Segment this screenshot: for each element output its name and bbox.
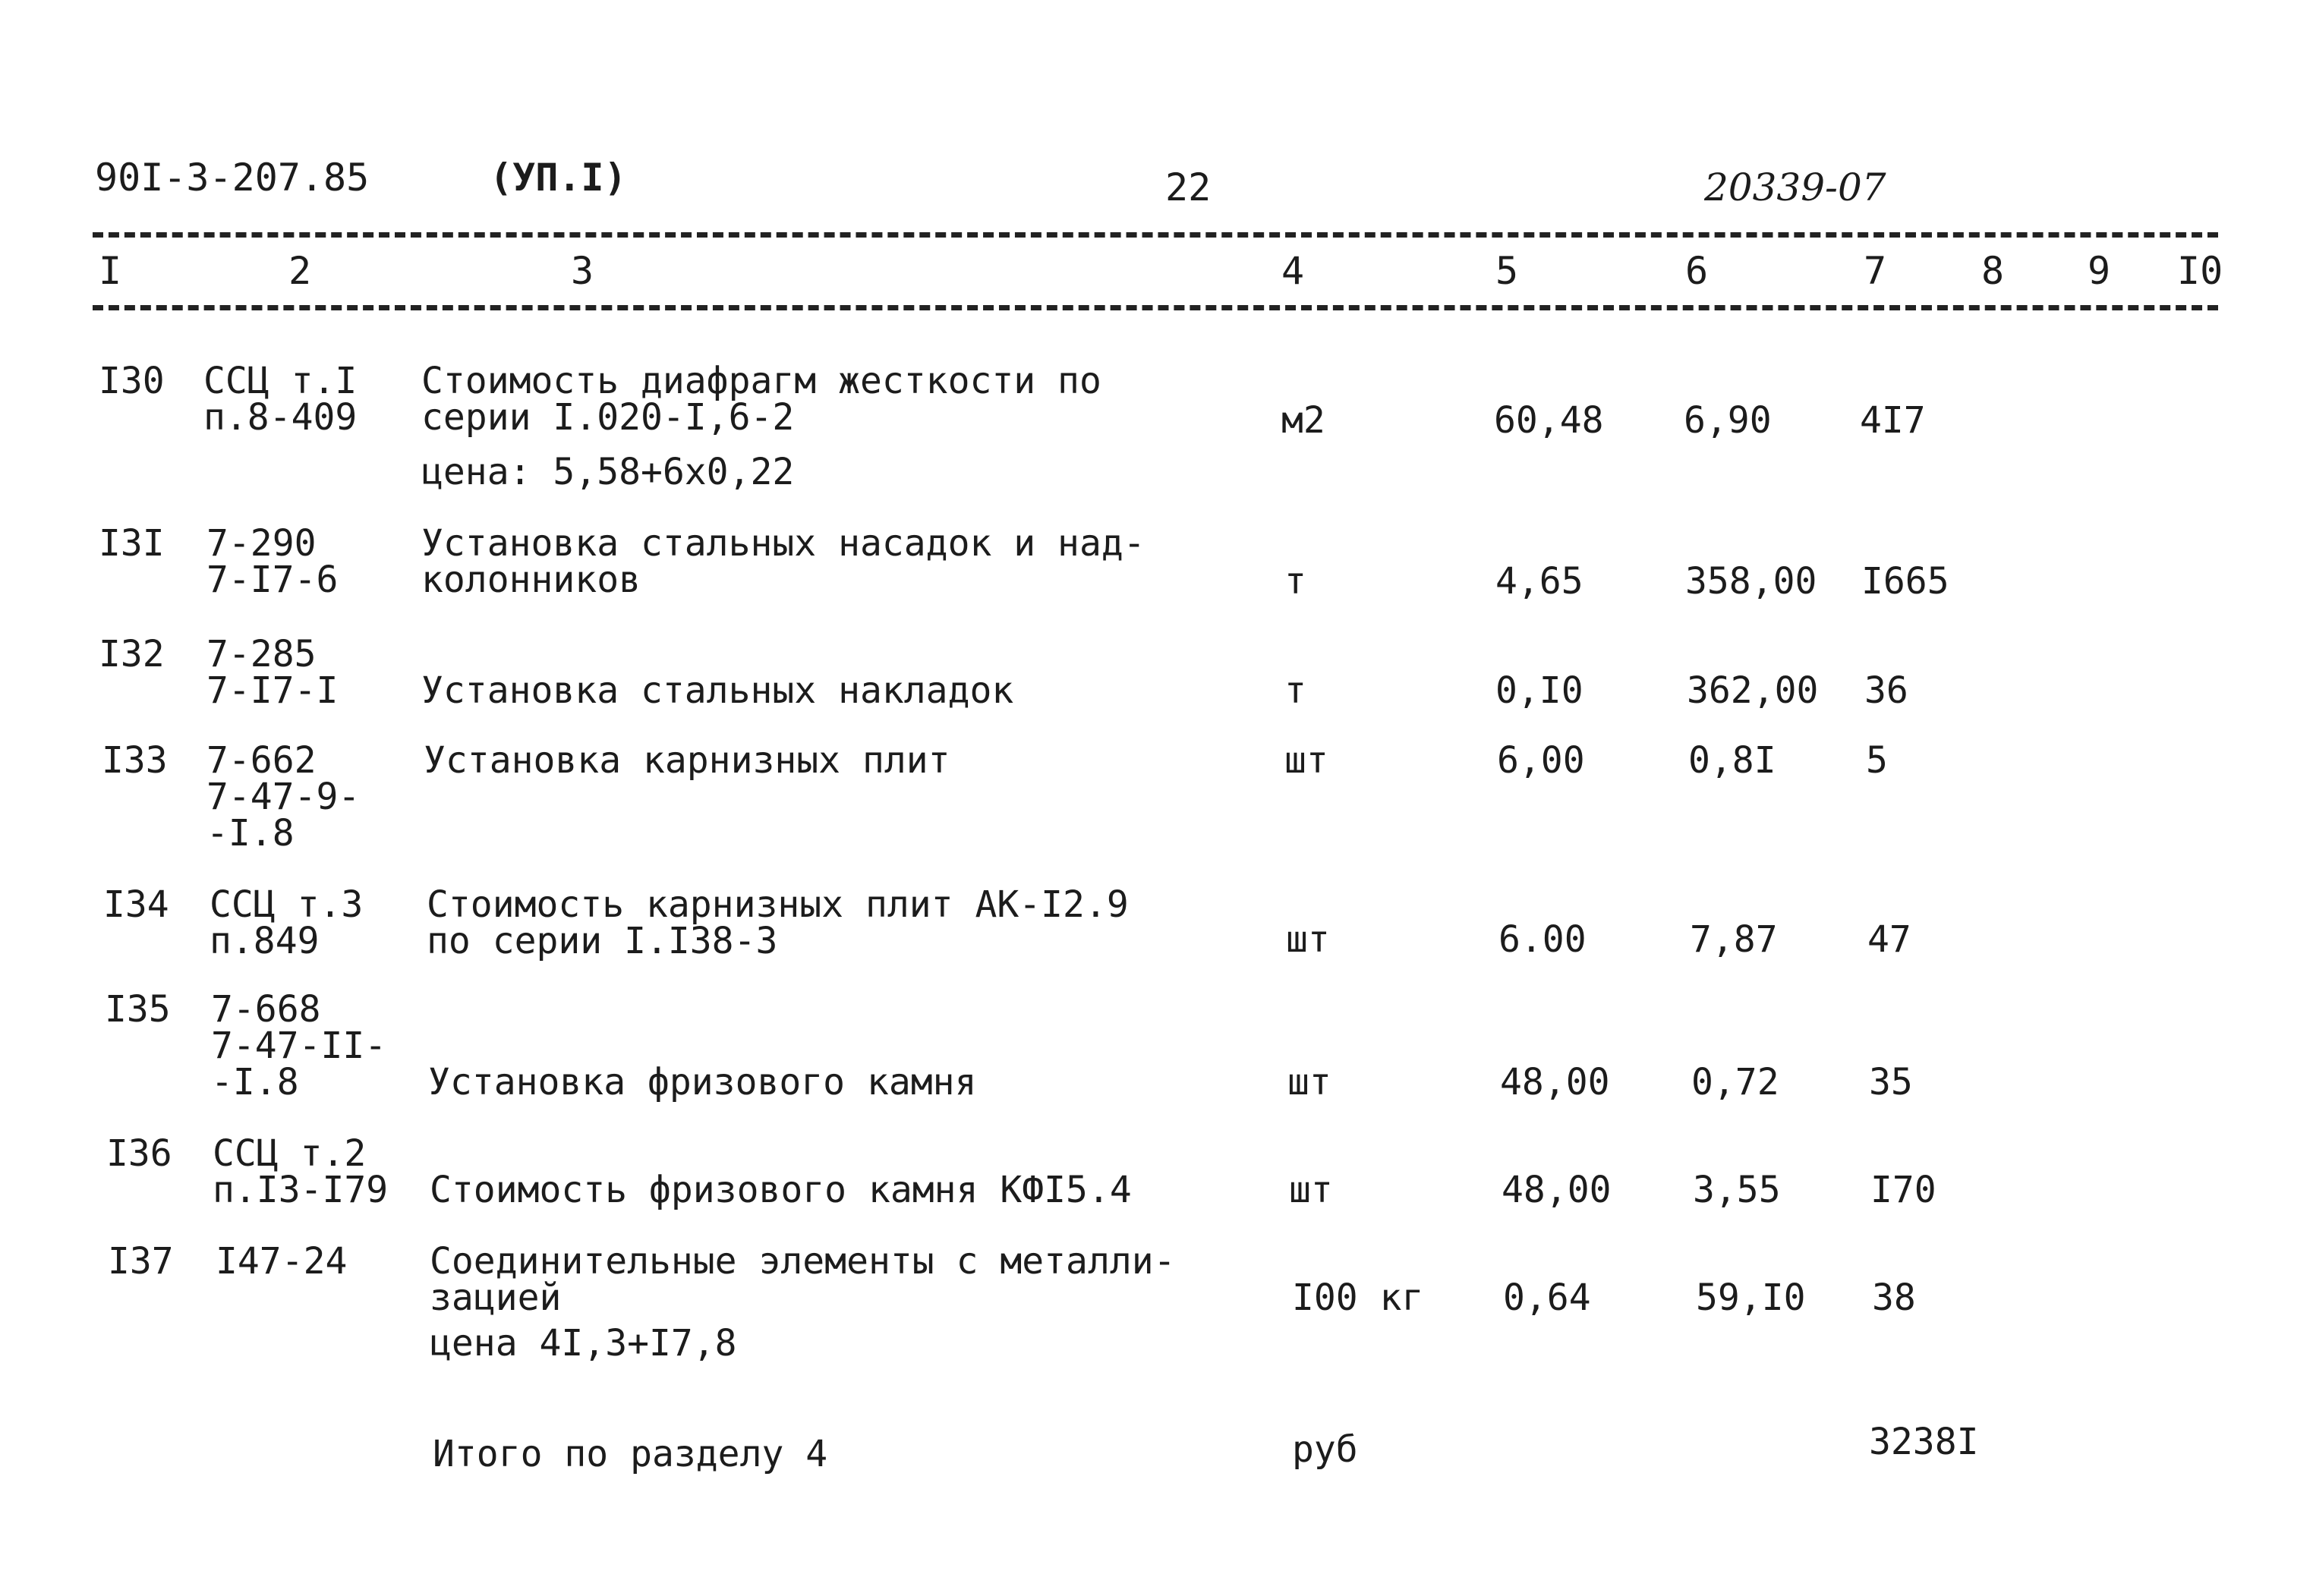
column-header-5: 5 xyxy=(1495,249,1519,293)
row-number: I36 xyxy=(106,1132,172,1175)
column-header-8: 8 xyxy=(1981,249,2005,293)
total-cost: 35 xyxy=(1869,1061,1913,1103)
norm-code xyxy=(211,988,387,1103)
column-header-10: I0 xyxy=(2177,249,2223,293)
description-line: Стоимость карнизных плит АК-I2.9 xyxy=(427,883,1129,926)
norm-code-line: п.849 xyxy=(210,920,320,962)
description-line: колонников xyxy=(421,559,641,601)
quantity: 60,48 xyxy=(1494,399,1604,442)
norm-code-line: I47-24 xyxy=(216,1240,348,1283)
norm-code-line: 7-662 xyxy=(206,739,317,782)
norm-code-line: 7-668 xyxy=(211,988,321,1031)
description-line: серии I.020-I,6-2 xyxy=(421,396,795,439)
description-line: по серии I.I38-3 xyxy=(427,920,778,962)
work-description xyxy=(421,669,1014,712)
archive-code: 20339-07 xyxy=(1704,165,1886,209)
unit: т xyxy=(1284,669,1306,712)
unit-price: 358,00 xyxy=(1685,560,1817,603)
row-number: I34 xyxy=(103,883,169,926)
norm-code-line: 7-I7-I xyxy=(206,669,339,712)
column-header-3: 3 xyxy=(571,249,594,293)
price-note: цена: 5,58+6х0,22 xyxy=(421,451,795,493)
price-note: цена 4I,3+I7,8 xyxy=(430,1322,737,1365)
revision-mark: (УП.I) xyxy=(490,156,627,200)
total-cost: I70 xyxy=(1870,1169,1936,1211)
norm-code xyxy=(203,360,358,439)
column-header-4: 4 xyxy=(1281,249,1305,293)
quantity: 48,00 xyxy=(1502,1169,1612,1211)
norm-code-line: ССЦ т.I xyxy=(203,360,358,402)
row-number: I3I xyxy=(99,522,165,565)
header-top-rule xyxy=(93,232,2218,238)
total-cost: 38 xyxy=(1872,1276,1916,1319)
norm-code-line: -I.8 xyxy=(206,812,295,855)
norm-code-line: 7-47-II- xyxy=(211,1025,387,1067)
description-line: Установка стальных накладок xyxy=(421,669,1014,712)
column-header-9: 9 xyxy=(2088,249,2111,293)
summary-total: 3238I xyxy=(1869,1421,1979,1463)
norm-code-line: -I.8 xyxy=(211,1061,299,1103)
description-line: Установка карнизных плит xyxy=(424,739,950,782)
total-cost: 4I7 xyxy=(1860,399,1926,442)
quantity: 0,I0 xyxy=(1495,669,1583,712)
row-number: I35 xyxy=(105,988,171,1031)
work-description xyxy=(428,1061,977,1103)
description-line: Установка стальных насадок и над- xyxy=(421,522,1145,565)
work-description xyxy=(424,739,950,782)
column-header-6: 6 xyxy=(1685,249,1709,293)
unit: т xyxy=(1284,560,1306,603)
total-cost: I665 xyxy=(1861,560,1949,603)
row-number: I32 xyxy=(99,633,165,675)
norm-code xyxy=(206,522,339,601)
unit-price: 0,72 xyxy=(1691,1061,1779,1103)
quantity: 0,64 xyxy=(1503,1276,1591,1319)
header-bottom-rule xyxy=(93,305,2218,310)
norm-code xyxy=(206,633,339,712)
norm-code-line: ССЦ т.3 xyxy=(210,883,364,926)
norm-code-line: ССЦ т.2 xyxy=(213,1132,367,1175)
unit: I00 кг xyxy=(1292,1276,1424,1319)
norm-code xyxy=(213,1132,389,1211)
page-number: 22 xyxy=(1165,165,1212,209)
description-line: Установка фризового камня xyxy=(428,1061,977,1103)
unit-price: 0,8I xyxy=(1688,739,1776,782)
unit: м2 xyxy=(1281,399,1325,442)
unit-price: 6,90 xyxy=(1684,399,1772,442)
description-line: зацией xyxy=(430,1276,562,1319)
norm-code-line: 7-47-9- xyxy=(206,776,361,818)
unit: шт xyxy=(1284,739,1328,782)
norm-code-line: п.8-409 xyxy=(203,396,358,439)
unit: шт xyxy=(1287,1061,1331,1103)
norm-code-line: 7-285 xyxy=(206,633,317,675)
work-description xyxy=(427,883,1129,962)
work-description xyxy=(430,1240,1176,1319)
total-cost: 5 xyxy=(1866,739,1888,782)
unit-price: 3,55 xyxy=(1693,1169,1781,1211)
work-description xyxy=(421,360,1101,439)
norm-code-line: 7-I7-6 xyxy=(206,559,339,601)
column-header-1: I xyxy=(99,249,122,293)
norm-code-line: п.I3-I79 xyxy=(213,1169,389,1211)
unit: шт xyxy=(1286,918,1330,961)
total-cost: 36 xyxy=(1864,669,1908,712)
norm-code xyxy=(206,739,361,855)
description-line: Стоимость фризового камня КФI5.4 xyxy=(430,1169,1132,1211)
quantity: 48,00 xyxy=(1500,1061,1610,1103)
total-cost: 47 xyxy=(1867,918,1911,961)
row-number: I30 xyxy=(99,360,165,402)
column-header-7: 7 xyxy=(1864,249,1887,293)
description-line: Стоимость диафрагм жесткости по xyxy=(421,360,1101,402)
summary-label: Итого по разделу 4 xyxy=(433,1433,828,1475)
norm-code-line: 7-290 xyxy=(206,522,317,565)
norm-code xyxy=(216,1240,348,1283)
row-number: I37 xyxy=(108,1240,174,1283)
summary-unit: руб xyxy=(1292,1428,1358,1471)
work-description xyxy=(421,522,1145,601)
document-code: 90I-3-207.85 xyxy=(95,156,370,200)
unit: шт xyxy=(1289,1169,1333,1211)
unit-price: 362,00 xyxy=(1687,669,1819,712)
unit-price: 59,I0 xyxy=(1696,1276,1806,1319)
quantity: 4,65 xyxy=(1495,560,1583,603)
quantity: 6,00 xyxy=(1497,739,1585,782)
norm-code xyxy=(210,883,364,962)
unit-price: 7,87 xyxy=(1690,918,1778,961)
column-header-2: 2 xyxy=(288,249,312,293)
description-line: Соединительные элементы с металли- xyxy=(430,1240,1176,1283)
row-number: I33 xyxy=(102,739,168,782)
work-description xyxy=(430,1169,1132,1211)
quantity: 6.00 xyxy=(1498,918,1587,961)
